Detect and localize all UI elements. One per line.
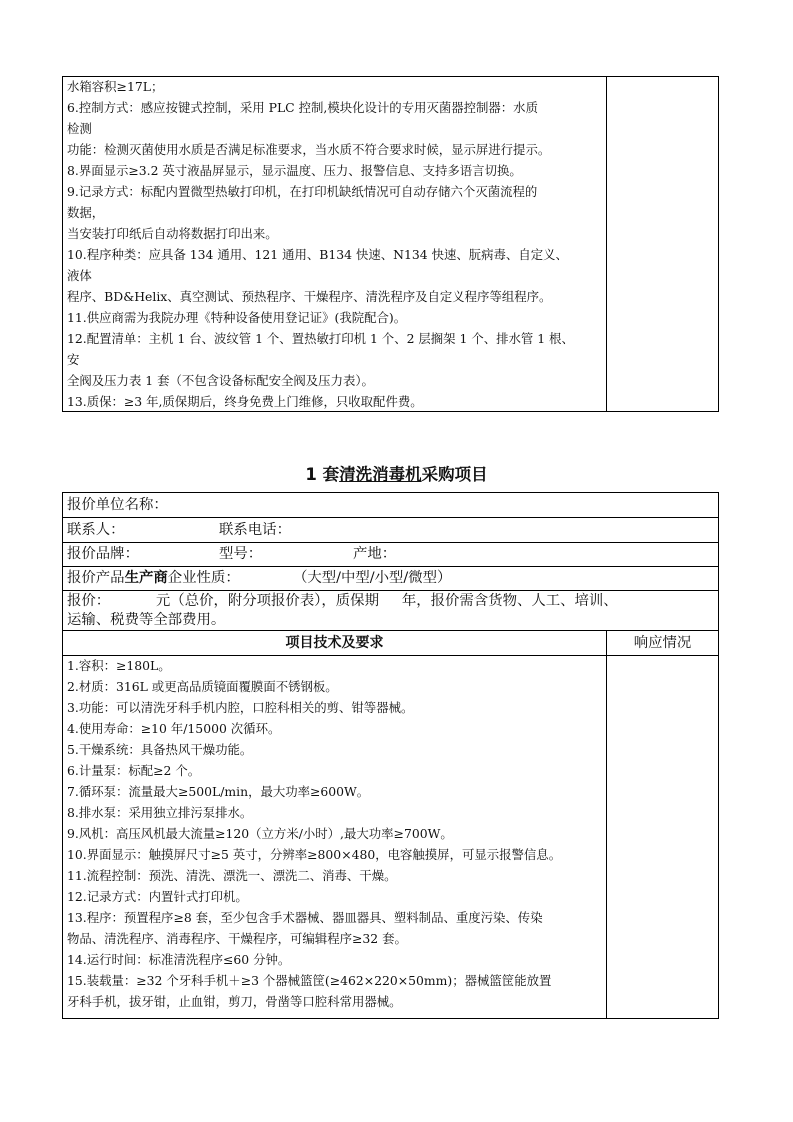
requirement-item: 6.计量泵：标配≥2 个。 xyxy=(67,763,201,778)
row-divider xyxy=(63,566,718,567)
requirement-item: 1.容积：≥180L。 xyxy=(67,658,171,673)
top-line: 程序、BD&Helix、真空测试、预热程序、干燥程序、清洗程序及自定义程序等组程序。 xyxy=(67,289,552,304)
top-line: 11.供应商需为我院办理《特种设备使用登记证》(我院配合)。 xyxy=(67,310,407,325)
row-divider xyxy=(63,517,718,518)
top-table-response-cell[interactable] xyxy=(607,77,718,411)
phone-field[interactable]: 联系电话： xyxy=(219,522,291,538)
top-line: 全阀及压力表 1 套（不包含设备标配安全阀及压力表）。 xyxy=(67,373,374,388)
requirements-cell xyxy=(63,656,606,1018)
requirement-item: 8.排水泵：采用独立排污泵排水。 xyxy=(67,805,253,820)
response-header: 响应情况 xyxy=(633,635,692,651)
manufacturer-label: 生产商 xyxy=(124,570,168,586)
requirement-item: 9.风机：高压风机最大流量≥120（立方米/小时）,最大功率≥700W。 xyxy=(67,826,453,841)
product-nature-field[interactable] xyxy=(67,568,240,588)
requirement-item: 2.材质：316L 或更高品质镜面覆膜面不锈钢板。 xyxy=(67,679,338,694)
section-title-product: 清洗消毒机 xyxy=(339,465,422,484)
top-line: 功能：检测灭菌使用水质是否满足标准要求，当水质不符合要求时候，显示屏进行提示。 xyxy=(67,142,551,157)
response-cell[interactable] xyxy=(607,656,718,1018)
requirement-item: 10.界面显示：触摸屏尺寸≥5 英寸，分辨率≥800×480，电容触摸屏，可显示报警信息。 xyxy=(67,847,562,862)
top-line: 检测 xyxy=(67,121,92,136)
requirement-item: 12.记录方式：内置针式打印机。 xyxy=(67,889,248,904)
section-title xyxy=(0,461,793,485)
price-line-2: 运输、税费等全部费用。 xyxy=(67,612,226,628)
row-divider xyxy=(63,630,718,631)
model-field[interactable]: 型号： xyxy=(219,546,263,562)
top-line: 13.质保：≥3 年,质保期后，终身免费上门维修，只收取配件费。 xyxy=(67,394,423,409)
enterprise-label: 企业性质： xyxy=(167,570,240,586)
requirement-item: 11.流程控制：预洗、清洗、漂洗一、漂洗二、消毒、干燥。 xyxy=(67,868,397,883)
size-options: （大型/中型/小型/微型） xyxy=(293,570,452,586)
row-divider xyxy=(63,542,718,543)
price-line-1[interactable]: 报价： 元（总价，附分项报价表），质保期 年，报价需含货物、人工、培训、 xyxy=(67,593,618,609)
origin-field[interactable]: 产地： xyxy=(353,546,397,562)
requirement-item: 5.干燥系统：具备热风干燥功能。 xyxy=(67,742,253,757)
top-table xyxy=(62,76,719,412)
top-line: 6.控制方式：感应按键式控制，采用 PLC 控制,模块化设计的专用灭菌器控制器：水质 xyxy=(67,100,538,115)
top-line: 8.界面显示≥3.2 英寸液晶屏显示，显示温度、压力、报警信息、支持多语言切换。 xyxy=(67,163,522,178)
contact-field[interactable]: 联系人： xyxy=(67,522,125,538)
requirement-item: 13.程序：预置程序≥8 套，至少包含手术器械、器皿器具、塑料制品、重度污染、传染 xyxy=(67,910,543,925)
top-line: 水箱容积≥17L； xyxy=(67,79,164,94)
requirement-item: 7.循环泵：流量最大≥500L/min，最大功率≥600W。 xyxy=(67,784,370,799)
requirement-item: 物品、清洗程序、消毒程序、干燥程序，可编辑程序≥32 套。 xyxy=(67,931,407,946)
section-title-prefix: 1 套 xyxy=(305,465,340,484)
requirement-item: 3.功能：可以清洗牙科手机内腔，口腔科相关的剪、钳等器械。 xyxy=(67,700,414,715)
product-prefix: 报价产品 xyxy=(67,570,125,586)
top-line: 数据， xyxy=(67,205,105,220)
top-table-requirements-cell xyxy=(63,77,606,411)
brand-field[interactable]: 报价品牌： xyxy=(67,546,139,562)
requirement-item: 牙科手机，拔牙钳，止血钳，剪刀，骨凿等口腔科常用器械。 xyxy=(67,994,402,1009)
section-title-suffix: 采购项目 xyxy=(421,465,488,484)
procurement-table xyxy=(62,492,719,1019)
top-line: 安 xyxy=(67,352,80,367)
requirement-item: 15.装载量：≥32 个牙科手机＋≥3 个器械篮筐(≥462×220×50mm)；器械篮筐能放置 xyxy=(67,973,552,988)
requirement-item: 4.使用寿命：≥10 年/15000 次循环。 xyxy=(67,721,281,736)
top-line: 液体 xyxy=(67,268,92,283)
top-line: 9.记录方式：标配内置微型热敏打印机，在打印机缺纸情况可自动存储六个灭菌流程的 xyxy=(67,184,538,199)
requirement-item: 14.运行时间：标准清洗程序≤60 分钟。 xyxy=(67,952,291,967)
top-line: 12.配置清单：主机 1 台、波纹管 1 个、置热敏打印机 1 个、2 层搁架 1 个、排水管 1 根、 xyxy=(67,331,574,346)
top-line: 10.程序种类：应具备 134 通用、121 通用、B134 快速、N134 快速、朊病毒、自定义、 xyxy=(67,247,568,262)
requirements-header: 项目技术及要求 xyxy=(285,635,384,651)
top-line: 当安装打印纸后自动将数据打印出来。 xyxy=(67,226,278,241)
quote-unit-field[interactable]: 报价单位名称： xyxy=(67,497,168,513)
